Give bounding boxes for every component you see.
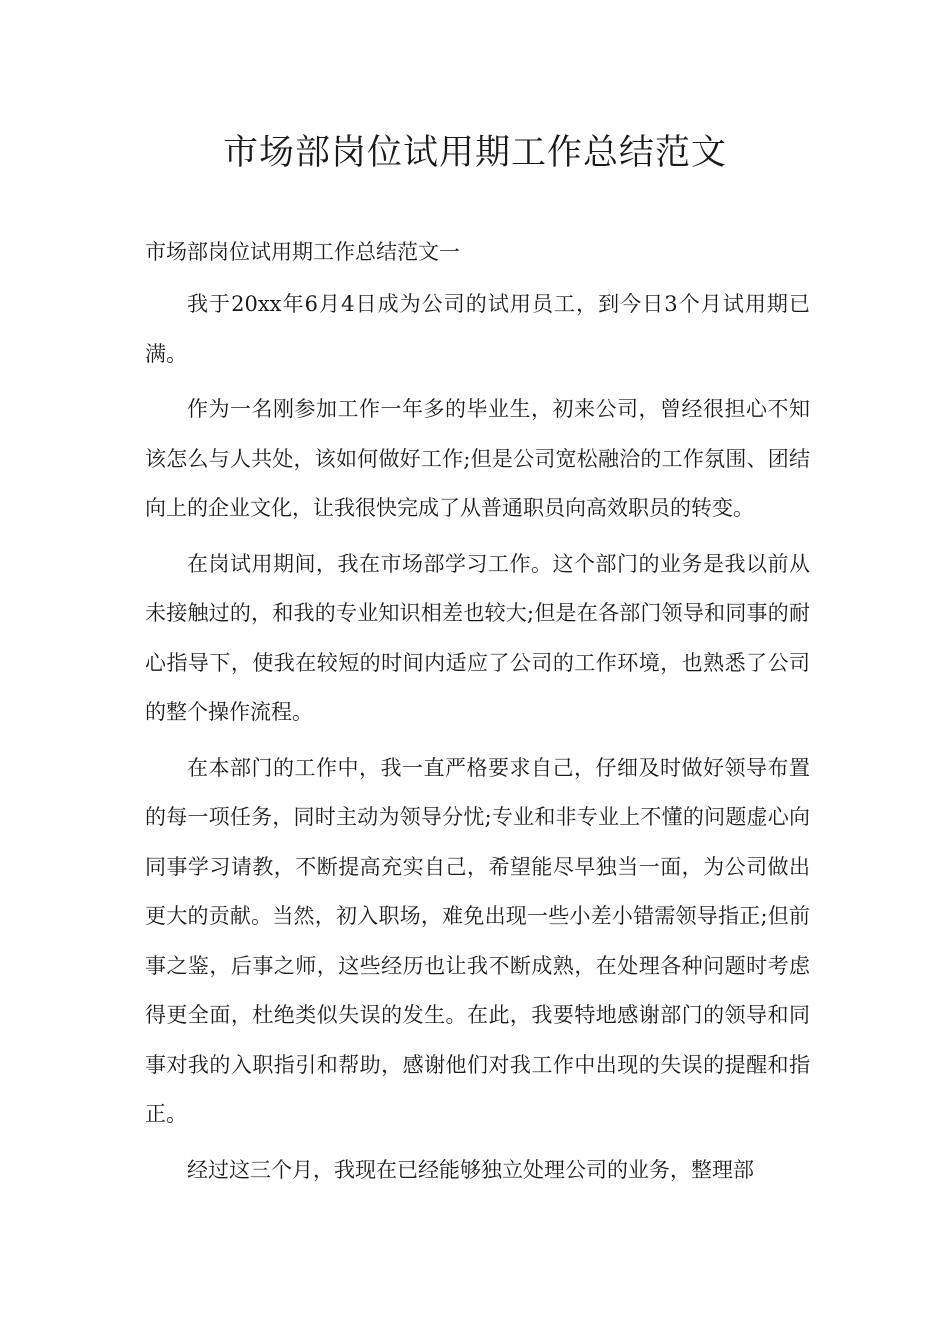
document-body: [145, 230, 810, 1201]
paragraph-3: 在岗试用期间，我在市场部学习工作。这个部门的业务是我以前从未接触过的，和我的专业知识相差也较大;但是在各部门领导和同事的耐心指导下，使我在较短的时间内适应了公司的工作环境，也熟悉了公司的整个操作流程。: [145, 551, 810, 724]
paragraph-5: 经过这三个月，我现在已经能够独立处理公司的业务，整理部: [187, 1157, 754, 1182]
paragraph-2: 作为一名刚参加工作一年多的毕业生，初来公司，曾经很担心不知该怎么与人共处，该如何做好工作;但是公司宽松融洽的工作氛围、团结向上的企业文化，让我很快完成了从普通职员向高效职员的转变。: [145, 397, 810, 520]
paragraph-4: 在本部门的工作中，我一直严格要求自己，仔细及时做好领导布置的每一项任务，同时主动为领导分忧;专业和非专业上不懂的问题虚心向同事学习请教，不断提高充实自己，希望能尽早独当一面，为公司做出更大的贡献。当然，初入职场，难免出现一些小差小错需领导指正;但前事之鉴，后事之师，这些经历也让我不断成熟，在处理各种问题时考虑得更全面，杜绝类似失误的发生。在此，我要特地感谢部门的领导和同事对我的入职指引和帮助，感谢他们对我工作中出现的失误的提醒和指正。: [145, 755, 810, 1126]
document-title: 市场部岗位试用期工作总结范文: [222, 133, 727, 173]
section-heading: 市场部岗位试用期工作总结范文一: [145, 240, 460, 264]
paragraph-1: 我于20xx年6月4日成为公司的试用员工，到今日3个月试用期已满。: [145, 292, 810, 366]
